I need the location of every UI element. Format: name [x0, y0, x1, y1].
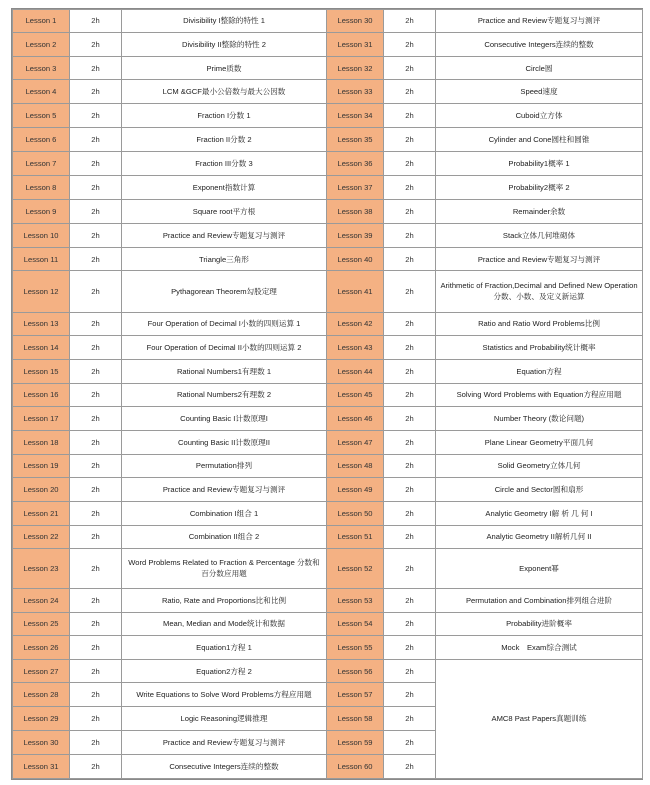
topic-cell: Statistics and Probability统计概率: [436, 335, 643, 359]
topic-cell: Fraction I分数 1: [122, 104, 327, 128]
topic-cell: Probability1概率 1: [436, 152, 643, 176]
lesson-label: Lesson 9: [13, 200, 70, 224]
lesson-label: Lesson 51: [327, 525, 384, 549]
hours-value: 2h: [384, 588, 436, 612]
hours-value: 2h: [384, 730, 436, 754]
topic-cell: Analytic Geometry I解 析 几 何 I: [436, 502, 643, 526]
topic-cell: Practice and Review专题复习与测评: [436, 248, 643, 271]
lesson-label: Lesson 28: [13, 683, 70, 707]
hours-value: 2h: [384, 176, 436, 200]
hours-value: 2h: [384, 683, 436, 707]
topic-cell: Consecutive Integers连续的整数: [122, 754, 327, 778]
hours-value: 2h: [70, 730, 122, 754]
hours-value: 2h: [384, 32, 436, 57]
lesson-label: Lesson 26: [13, 636, 70, 660]
schedule-row: [13, 176, 643, 200]
hours-value: 2h: [384, 224, 436, 248]
lesson-label: Lesson 21: [13, 502, 70, 526]
topic-cell: Ratio, Rate and Proportions比和比例: [122, 588, 327, 612]
schedule-table: [12, 9, 643, 779]
lesson-label: Lesson 31: [13, 754, 70, 778]
hours-value: 2h: [384, 359, 436, 383]
topic-cell: Four Operation of Decimal II小数的四则运算 2: [122, 335, 327, 359]
topic-cell: Analytic Geometry II解析几何 II: [436, 525, 643, 549]
hours-value: 2h: [384, 525, 436, 549]
topic-cell: Plane Linear Geometry平面几何: [436, 430, 643, 454]
lesson-label: Lesson 20: [13, 478, 70, 502]
schedule-row: [13, 454, 643, 478]
lesson-label: Lesson 44: [327, 359, 384, 383]
lesson-label: Lesson 54: [327, 612, 384, 636]
lesson-label: Lesson 6: [13, 128, 70, 152]
lesson-label: Lesson 13: [13, 312, 70, 335]
hours-value: 2h: [70, 312, 122, 335]
hours-value: 2h: [384, 128, 436, 152]
lesson-label: Lesson 60: [327, 754, 384, 778]
schedule-row: [13, 549, 643, 589]
lesson-label: Lesson 30: [327, 10, 384, 33]
hours-value: 2h: [70, 80, 122, 104]
topic-cell: Cuboid立方体: [436, 104, 643, 128]
topic-cell: Four Operation of Decimal I小数的四则运算 1: [122, 312, 327, 335]
lesson-label: Lesson 32: [327, 57, 384, 80]
lesson-label: Lesson 39: [327, 224, 384, 248]
hours-value: 2h: [70, 478, 122, 502]
lesson-label: Lesson 57: [327, 683, 384, 707]
schedule-row: [13, 406, 643, 430]
lesson-label: Lesson 22: [13, 525, 70, 549]
schedule-row: [13, 10, 643, 33]
lesson-label: Lesson 45: [327, 383, 384, 406]
topic-cell: Square root平方根: [122, 200, 327, 224]
hours-value: 2h: [384, 430, 436, 454]
lesson-label: Lesson 40: [327, 248, 384, 271]
lesson-label: Lesson 35: [327, 128, 384, 152]
lesson-label: Lesson 1: [13, 10, 70, 33]
schedule-row: [13, 312, 643, 335]
hours-value: 2h: [384, 478, 436, 502]
hours-value: 2h: [384, 660, 436, 683]
lesson-label: Lesson 14: [13, 335, 70, 359]
lesson-label: Lesson 46: [327, 406, 384, 430]
schedule-row: [13, 271, 643, 313]
hours-value: 2h: [70, 359, 122, 383]
schedule-row: [13, 612, 643, 636]
hours-value: 2h: [384, 454, 436, 478]
schedule-row: [13, 478, 643, 502]
lesson-label: Lesson 18: [13, 430, 70, 454]
hours-value: 2h: [384, 335, 436, 359]
hours-value: 2h: [70, 176, 122, 200]
hours-value: 2h: [70, 128, 122, 152]
hours-value: 2h: [384, 754, 436, 778]
lesson-label: Lesson 4: [13, 80, 70, 104]
lesson-label: Lesson 50: [327, 502, 384, 526]
lesson-label: Lesson 30: [13, 730, 70, 754]
lesson-label: Lesson 2: [13, 32, 70, 57]
topic-cell: Fraction III分数 3: [122, 152, 327, 176]
hours-value: 2h: [384, 549, 436, 589]
topic-cell: Practice and Review专题复习与测评: [122, 478, 327, 502]
topic-cell: Remainder余数: [436, 200, 643, 224]
topic-cell: Rational Numbers1有理数 1: [122, 359, 327, 383]
topic-cell: Permutation排列: [122, 454, 327, 478]
topic-cell: Probability进阶概率: [436, 612, 643, 636]
topic-cell: Circle圆: [436, 57, 643, 80]
lesson-label: Lesson 55: [327, 636, 384, 660]
topic-cell: Logic Reasoning逻辑推理: [122, 707, 327, 731]
schedule-row: [13, 152, 643, 176]
hours-value: 2h: [384, 271, 436, 313]
lesson-label: Lesson 48: [327, 454, 384, 478]
schedule-row: [13, 660, 643, 683]
hours-value: 2h: [70, 10, 122, 33]
lesson-label: Lesson 59: [327, 730, 384, 754]
topic-cell: Speed速度: [436, 80, 643, 104]
topic-cell: Solving Word Problems with Equation方程应用题: [436, 383, 643, 406]
hours-value: 2h: [384, 383, 436, 406]
lesson-label: Lesson 27: [13, 660, 70, 683]
topic-cell: Fraction II分数 2: [122, 128, 327, 152]
hours-value: 2h: [384, 707, 436, 731]
topic-cell: Cylinder and Cone圆柱和圆锥: [436, 128, 643, 152]
hours-value: 2h: [384, 502, 436, 526]
topic-cell: Circle and Sector圆和扇形: [436, 478, 643, 502]
schedule-row: [13, 383, 643, 406]
schedule-row: [13, 128, 643, 152]
lesson-label: Lesson 37: [327, 176, 384, 200]
topic-cell: Divisibility I整除的特性 1: [122, 10, 327, 33]
topic-cell: Write Equations to Solve Word Problems方程应用题: [122, 683, 327, 707]
hours-value: 2h: [70, 271, 122, 313]
lesson-label: Lesson 16: [13, 383, 70, 406]
lesson-label: Lesson 10: [13, 224, 70, 248]
lesson-label: Lesson 31: [327, 32, 384, 57]
hours-value: 2h: [384, 152, 436, 176]
hours-value: 2h: [384, 57, 436, 80]
topic-cell: Divisibility II整除的特性 2: [122, 32, 327, 57]
hours-value: 2h: [384, 10, 436, 33]
topic-cell: Combination I组合 1: [122, 502, 327, 526]
hours-value: 2h: [70, 383, 122, 406]
hours-value: 2h: [70, 549, 122, 589]
topic-cell: Mock Exam综合测试: [436, 636, 643, 660]
topic-cell: Probability2概率 2: [436, 176, 643, 200]
lesson-label: Lesson 47: [327, 430, 384, 454]
topic-cell: LCM &GCF最小公倍数与最大公因数: [122, 80, 327, 104]
lesson-label: Lesson 29: [13, 707, 70, 731]
topic-cell: Permutation and Combination排列组合进阶: [436, 588, 643, 612]
lesson-label: Lesson 11: [13, 248, 70, 271]
course-schedule: [11, 8, 643, 780]
topic-cell: Equation1方程 1: [122, 636, 327, 660]
schedule-row: [13, 335, 643, 359]
topic-cell: Mean, Median and Mode统计和数据: [122, 612, 327, 636]
lesson-label: Lesson 5: [13, 104, 70, 128]
hours-value: 2h: [384, 406, 436, 430]
lesson-label: Lesson 49: [327, 478, 384, 502]
topic-cell: Pythagorean Theorem勾股定理: [122, 271, 327, 313]
lesson-label: Lesson 42: [327, 312, 384, 335]
lesson-label: Lesson 19: [13, 454, 70, 478]
schedule-row: [13, 502, 643, 526]
hours-value: 2h: [70, 430, 122, 454]
lesson-label: Lesson 38: [327, 200, 384, 224]
hours-value: 2h: [384, 104, 436, 128]
hours-value: 2h: [70, 200, 122, 224]
lesson-label: Lesson 24: [13, 588, 70, 612]
topic-cell: Word Problems Related to Fraction & Percentage 分数和百分数应用题: [122, 549, 327, 589]
topic-cell: Exponent幂: [436, 549, 643, 589]
hours-value: 2h: [70, 754, 122, 778]
lesson-label: Lesson 43: [327, 335, 384, 359]
schedule-row: [13, 200, 643, 224]
lesson-label: Lesson 36: [327, 152, 384, 176]
hours-value: 2h: [384, 80, 436, 104]
lesson-label: Lesson 58: [327, 707, 384, 731]
hours-value: 2h: [384, 248, 436, 271]
topic-cell: Stack立体几何堆砌体: [436, 224, 643, 248]
schedule-row: [13, 359, 643, 383]
hours-value: 2h: [70, 660, 122, 683]
lesson-label: Lesson 15: [13, 359, 70, 383]
schedule-row: [13, 80, 643, 104]
topic-cell: Practice and Review专题复习与测评: [122, 730, 327, 754]
schedule-row: [13, 32, 643, 57]
hours-value: 2h: [70, 707, 122, 731]
lesson-label: Lesson 25: [13, 612, 70, 636]
schedule-row: [13, 224, 643, 248]
topic-cell: Solid Geometry立体几何: [436, 454, 643, 478]
schedule-row: [13, 430, 643, 454]
hours-value: 2h: [70, 248, 122, 271]
lesson-label: Lesson 7: [13, 152, 70, 176]
topic-cell: Exponent指数计算: [122, 176, 327, 200]
lesson-label: Lesson 56: [327, 660, 384, 683]
schedule-row: [13, 248, 643, 271]
lesson-label: Lesson 41: [327, 271, 384, 313]
hours-value: 2h: [70, 454, 122, 478]
schedule-row: [13, 588, 643, 612]
hours-value: 2h: [70, 335, 122, 359]
topic-cell: Equation方程: [436, 359, 643, 383]
schedule-row: [13, 636, 643, 660]
lesson-label: Lesson 53: [327, 588, 384, 612]
topic-cell: Practice and Review专题复习与测评: [122, 224, 327, 248]
topic-cell: Consecutive Integers连续的整数: [436, 32, 643, 57]
topic-cell: Rational Numbers2有理数 2: [122, 383, 327, 406]
lesson-label: Lesson 23: [13, 549, 70, 589]
hours-value: 2h: [384, 200, 436, 224]
schedule-row: [13, 525, 643, 549]
hours-value: 2h: [70, 525, 122, 549]
hours-value: 2h: [70, 32, 122, 57]
lesson-label: Lesson 52: [327, 549, 384, 589]
topic-cell: Practice and Review专题复习与测评: [436, 10, 643, 33]
hours-value: 2h: [70, 683, 122, 707]
hours-value: 2h: [384, 612, 436, 636]
hours-value: 2h: [70, 224, 122, 248]
lesson-label: Lesson 34: [327, 104, 384, 128]
lesson-label: Lesson 17: [13, 406, 70, 430]
topic-cell: Counting Basic II计数原理II: [122, 430, 327, 454]
schedule-row: [13, 104, 643, 128]
hours-value: 2h: [384, 312, 436, 335]
topic-cell: Arithmetic of Fraction,Decimal and Defined New Operation 分数、小数、及定义新运算: [436, 271, 643, 313]
hours-value: 2h: [70, 406, 122, 430]
topic-cell: Triangle三角形: [122, 248, 327, 271]
topic-cell: Equation2方程 2: [122, 660, 327, 683]
hours-value: 2h: [70, 152, 122, 176]
topic-cell: Number Theory (数论问题): [436, 406, 643, 430]
lesson-label: Lesson 8: [13, 176, 70, 200]
topic-cell: Counting Basic I计数原理I: [122, 406, 327, 430]
lesson-label: Lesson 12: [13, 271, 70, 313]
schedule-row: [13, 57, 643, 80]
lesson-label: Lesson 3: [13, 57, 70, 80]
hours-value: 2h: [70, 502, 122, 526]
hours-value: 2h: [70, 588, 122, 612]
topic-cell: Ratio and Ratio Word Problems比例: [436, 312, 643, 335]
topic-cell: Combination II组合 2: [122, 525, 327, 549]
hours-value: 2h: [384, 636, 436, 660]
merged-topic-cell: AMC8 Past Papers真题训练: [436, 660, 643, 779]
lesson-label: Lesson 33: [327, 80, 384, 104]
hours-value: 2h: [70, 104, 122, 128]
hours-value: 2h: [70, 57, 122, 80]
hours-value: 2h: [70, 612, 122, 636]
topic-cell: Prime质数: [122, 57, 327, 80]
hours-value: 2h: [70, 636, 122, 660]
